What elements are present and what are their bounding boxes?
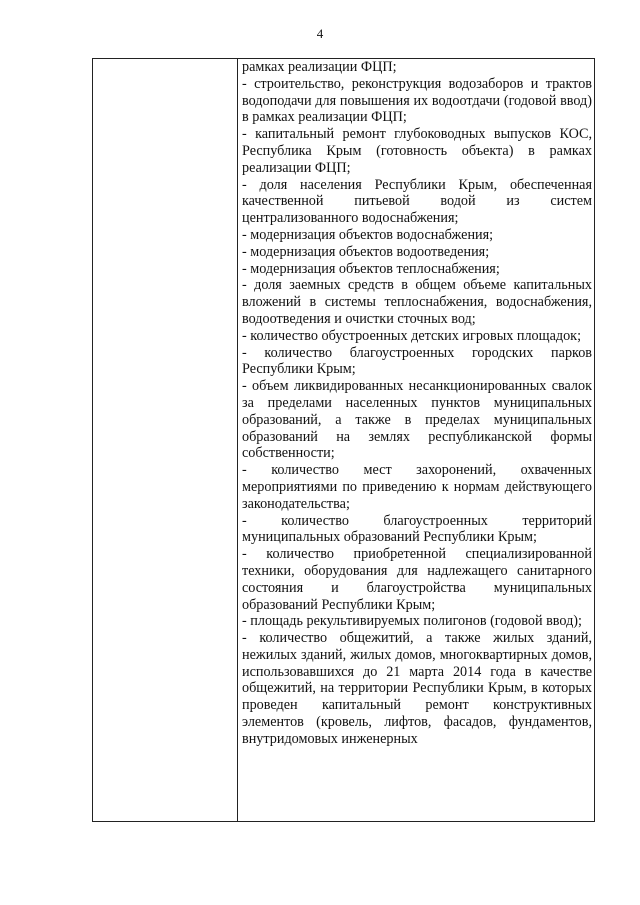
table-row <box>93 59 595 822</box>
list-item: - количество обустроенных детских игровых площадок; <box>242 327 582 344</box>
list-item: - количество мест захоронений, охваченных мероприятиями по приведению к нормам действующего законодательства; <box>242 462 592 512</box>
right-column-cell <box>238 59 595 822</box>
list-item: - модернизация объектов водоснабжения; <box>242 226 494 243</box>
list-item: - количество благоустроенных городских парков Республики Крым; <box>242 344 592 378</box>
list-item: - доля населения Республики Крым, обеспеченная качественной питьевой водой из систем централизованного водоснабжения; <box>242 176 592 227</box>
page-number: 4 <box>316 26 324 41</box>
list-item: - доля заемных средств в общем объеме капитальных вложений в системы теплоснабжения, водоснабжения, водоотведения и очистки сточных вод; <box>242 277 592 327</box>
list-item: - объем ликвидированных несанкционированных свалок за пределами населенных пунктов муниципальных образований, а также в пределах муниципальных образований на землях республиканской формы собственности; <box>242 378 592 462</box>
document-table <box>92 58 595 822</box>
left-column-cell <box>93 59 238 822</box>
list-item: - количество приобретенной специализированной техники, оборудования для надлежащего санитарного состояния и благоустройства муниципальных образований Республики Крым; <box>242 546 592 613</box>
list-item: - модернизация объектов теплоснабжения; <box>242 260 500 277</box>
list-item: - строительство, реконструкция водозаборов и трактов водоподачи для повышения их водоотдачи (годовой ввод) в рамках реализации ФЦП; <box>242 75 592 126</box>
list-item: - количество благоустроенных территорий муниципальных образований Республики Крым; <box>242 512 592 546</box>
list-item: - модернизация объектов водоотведения; <box>242 243 490 260</box>
list-item: - капитальный ремонт глубоководных выпусков КОС, Республика Крым (готовность объекта) в рамках реализации ФЦП; <box>242 126 592 176</box>
list-item: рамках реализации ФЦП; <box>242 59 397 75</box>
list-item: - количество общежитий, а также жилых зданий, нежилых зданий, жилых домов, многоквартирных домов, использовавшихся до 21 марта 2014 года в качестве общежитий, на территории Республики Крым, в которых проведен капитальный ремонт конструктивных элементов (кровель, лифтов, фасадов, фундаментов, внутридомовых инженерных <box>242 630 592 747</box>
list-item: - площадь рекультивируемых полигонов (годовой ввод); <box>242 613 582 630</box>
